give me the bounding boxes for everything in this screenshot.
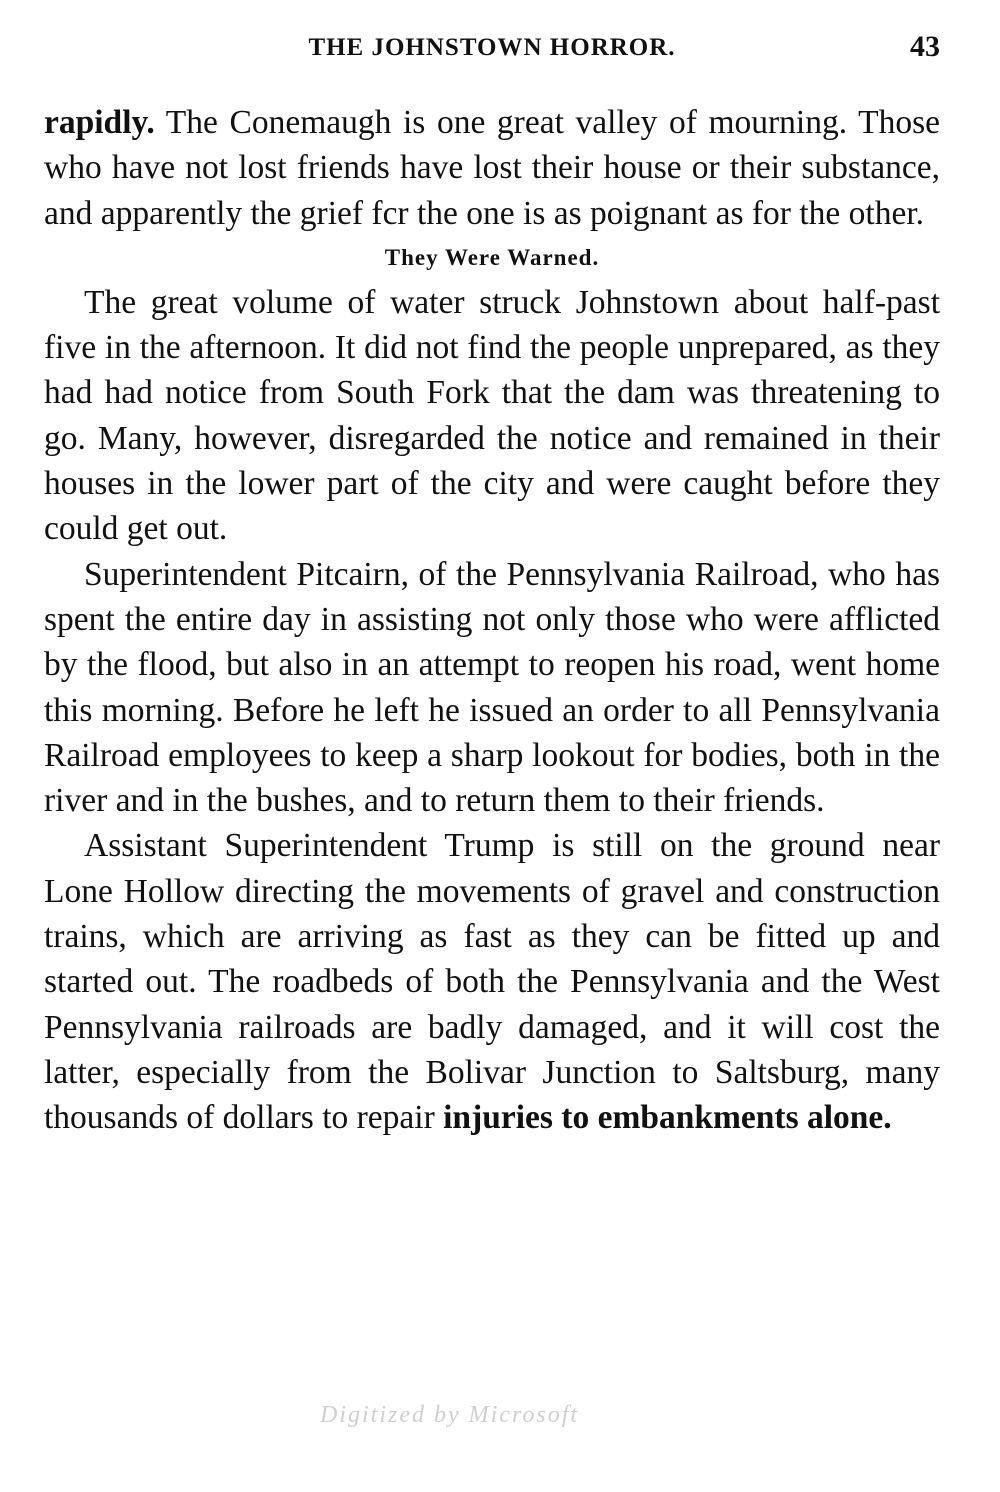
paragraph-1-lead: rapidly. — [44, 104, 155, 141]
section-heading: They Were Warned. — [384, 244, 600, 270]
page-number: 43 — [910, 30, 940, 63]
body-text — [44, 100, 940, 1141]
watermark: Digitized by Microsoft — [320, 1402, 580, 1428]
paragraph-2: The great volume of water struck Johnstown about half-past five in the afternoon. It did not find the people unprepared, as they had had notice from South Fork that the dam was threatening to go. Many, however, disregarded the notice and remained in their houses in the lower part of the city and were caught before they could get out. — [44, 283, 940, 548]
paragraph-3: Superintendent Pitcairn, of the Pennsylvania Railroad, who has spent the entire day in assisting not only those who were afflicted by the flood, but also in an attempt to reopen his road, went home this morning. Before he left he issued an order to all Pennsylvania Railroad employees to keep a sharp lookout for bodies, both in the river and in the bushes, and to return them to their friends. — [44, 555, 940, 820]
running-head — [44, 30, 940, 74]
running-title: THE JOHNSTOWN HORROR. — [308, 34, 676, 61]
paragraph-1-rest: The Conemaugh is one great valley of mourning. Those who have not lost friends have lost their house or their substance, and apparently the grief fcr the one is as poignant as for the other. — [44, 104, 940, 232]
paragraph-4-end: injuries to embankments alone. — [443, 1099, 892, 1137]
paragraph-4 — [44, 823, 940, 1140]
paragraph-1 — [44, 100, 940, 236]
paragraph-4-main: Assistant Superintendent Trump is still on the ground near Lone Hollow directing the movements of gravel and construction trains, which are arriving as fast as they can be fitted up and started out. The roadbeds of both the Pennsylvania and the West Pennsylvania railroads are badly damaged, and it will cost the latter, especially from the Bolivar Junction to Saltsburg, many thousands of dollars to repair — [44, 827, 940, 1137]
